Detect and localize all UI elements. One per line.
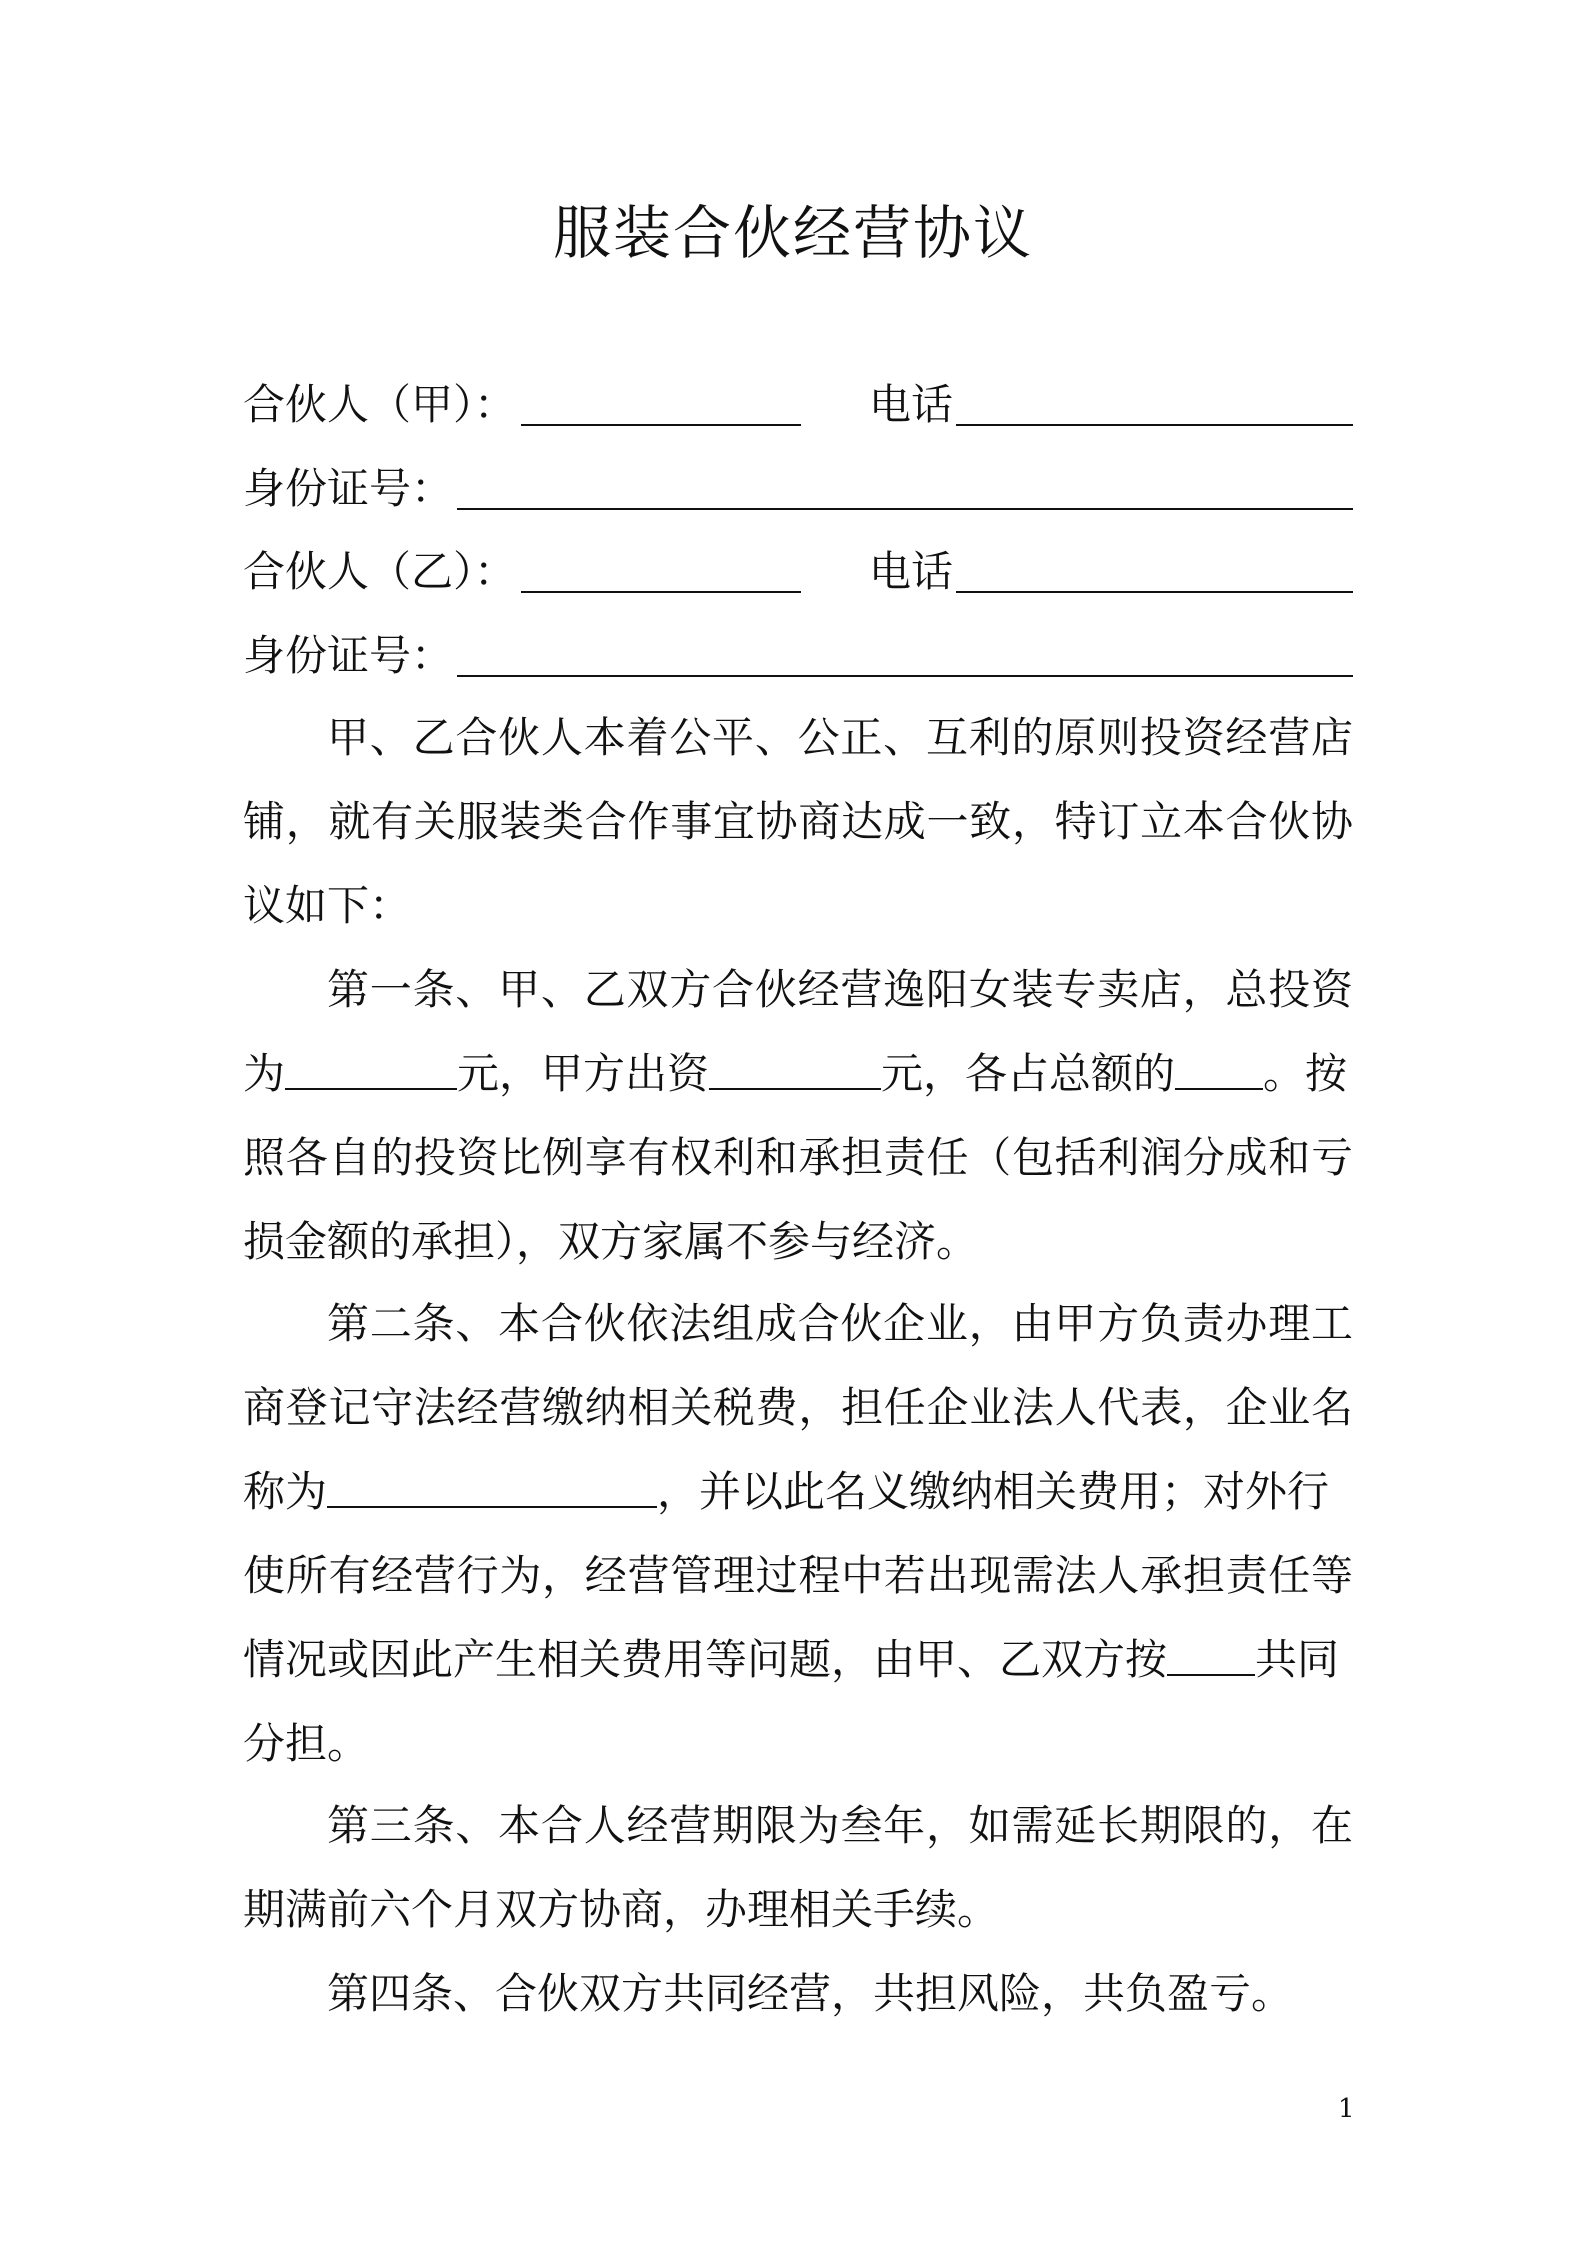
party-a-phone-blank[interactable] — [956, 424, 1353, 426]
article-1-line: 损金额的承担），双方家属不参与经济。 — [243, 1217, 979, 1266]
article-1-text: 元，甲方出资 — [457, 1049, 710, 1098]
article-4 — [243, 1952, 1353, 2036]
article-2-text: 情况或因此产生相关费用等问题，由甲、乙双方按 — [243, 1635, 1168, 1684]
article-2-line: 第二条、本合伙依法组成合伙企业，由甲方负责办理工 — [327, 1299, 1353, 1348]
page-number: 1 — [1338, 2094, 1355, 2124]
article-1-line-with-blanks — [243, 1032, 1353, 1116]
party-b-phone-label: 电话 — [869, 547, 954, 596]
party-b-name-blank[interactable] — [521, 591, 801, 593]
article-2-text: ，并以此名义缴纳相关费用；对外行 — [657, 1467, 1330, 1516]
party-a-row — [243, 362, 1353, 448]
intro-line: 甲、乙合伙人本着公平、公正、互利的原则投资经营店 — [327, 713, 1353, 762]
article-1 — [243, 948, 1353, 1284]
party-a-phone-label: 电话 — [869, 380, 954, 429]
article-1-text: 为 — [243, 1049, 286, 1098]
article-2-text: 共同 — [1255, 1635, 1340, 1684]
article-2-line-with-blank — [243, 1450, 1353, 1534]
article-1-text: 。按 — [1263, 1049, 1348, 1098]
party-a-name-blank[interactable] — [521, 424, 801, 426]
intro-paragraph — [243, 696, 1353, 948]
enterprise-name-blank[interactable] — [327, 1466, 657, 1508]
article-1-line: 第一条、甲、乙双方合伙经营逸阳女装专卖店，总投资 — [327, 965, 1353, 1014]
party-a-investment-blank[interactable] — [709, 1048, 881, 1090]
article-4-line: 第四条、合伙双方共同经营，共担风险，共负盈亏。 — [327, 1969, 1294, 2018]
article-2-text: 称为 — [243, 1467, 328, 1516]
article-1-text: 元，各占总额的 — [881, 1049, 1176, 1098]
party-a-label: 合伙人（甲）： — [243, 380, 517, 429]
intro-line: 议如下： — [243, 881, 412, 930]
party-b-id-blank[interactable] — [457, 675, 1353, 677]
party-b-label: 合伙人（乙）： — [243, 547, 517, 596]
intro-line: 铺，就有关服装类合作事宜协商达成一致，特订立本合伙协 — [243, 797, 1353, 846]
party-b-id-row — [243, 613, 1353, 699]
party-a-id-label: 身份证号： — [243, 464, 454, 513]
article-3-line: 第三条、本合人经营期限为叁年，如需延长期限的，在 — [327, 1801, 1353, 1850]
share-ratio-blank[interactable] — [1175, 1048, 1263, 1090]
party-a-id-blank[interactable] — [457, 508, 1353, 510]
article-2-line-with-blank — [243, 1618, 1353, 1702]
article-2-line: 商登记守法经营缴纳相关税费，担任企业法人代表，企业名 — [243, 1383, 1353, 1432]
article-3 — [243, 1784, 1353, 1952]
article-2 — [243, 1282, 1353, 1786]
party-b-id-label: 身份证号： — [243, 631, 454, 680]
article-2-line: 使所有经营行为，经营管理过程中若出现需法人承担责任等 — [243, 1551, 1353, 1600]
party-b-row — [243, 529, 1353, 615]
article-3-line: 期满前六个月双方协商，办理相关手续。 — [243, 1885, 1000, 1934]
document-title: 服装合伙经营协议 — [552, 199, 1033, 267]
article-1-line: 照各自的投资比例享有权利和承担责任（包括利润分成和亏 — [243, 1133, 1353, 1182]
article-2-line: 分担。 — [243, 1719, 370, 1768]
cost-share-ratio-blank[interactable] — [1167, 1634, 1255, 1676]
party-a-id-row — [243, 446, 1353, 532]
total-investment-blank[interactable] — [285, 1048, 457, 1090]
party-b-phone-blank[interactable] — [956, 591, 1353, 593]
